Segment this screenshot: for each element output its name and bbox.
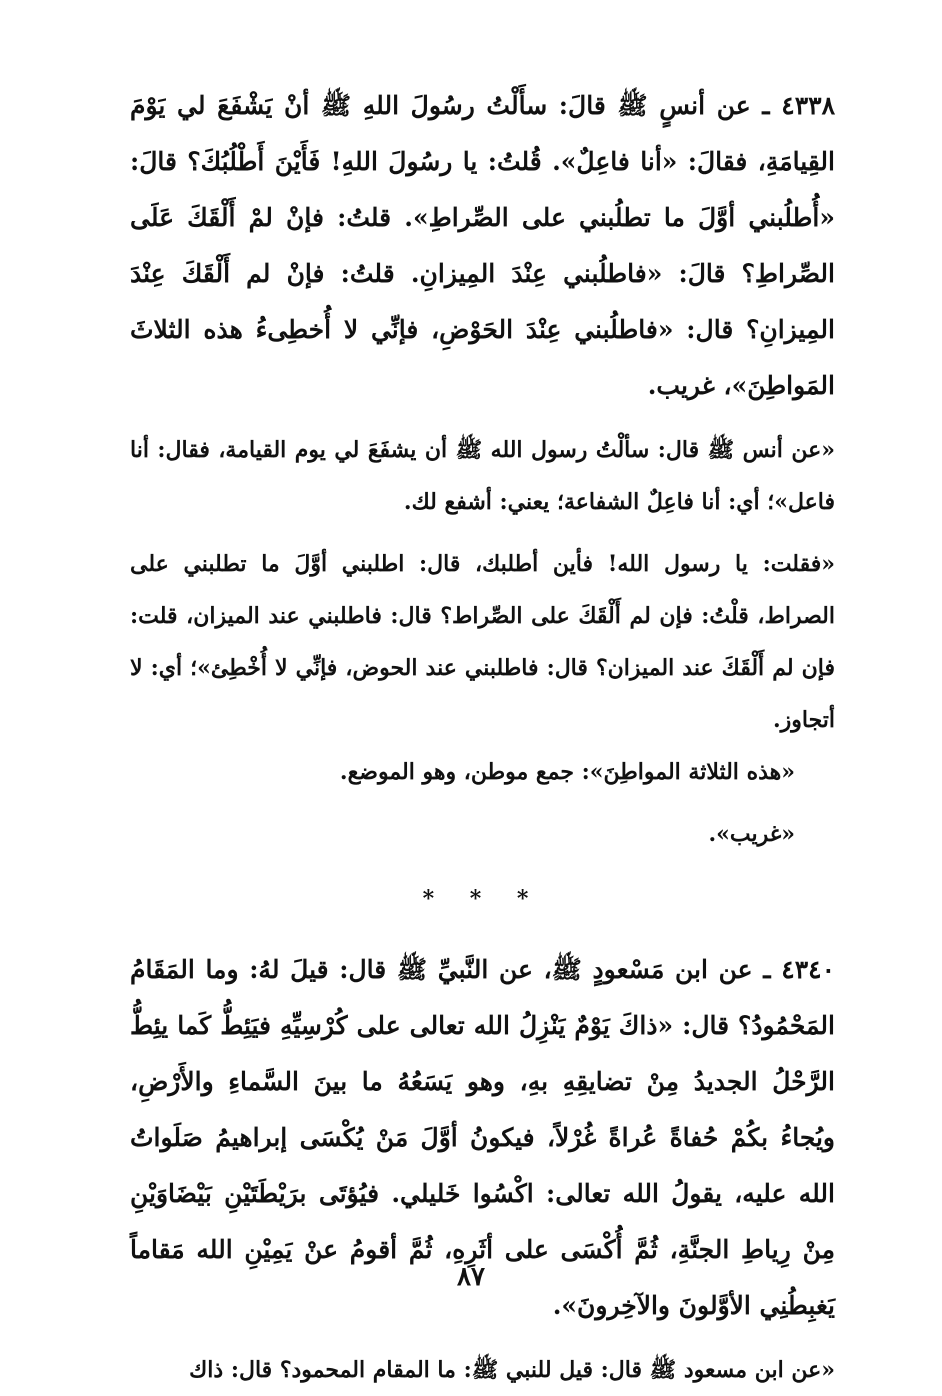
commentary-paragraph: «عن ابن مسعود ﷺ قال: قيل للنبي ﷺ: ما المقام المحمود؟ قال: ذاك [189, 1357, 835, 1383]
commentary-paragraph: «غريب». [708, 821, 795, 847]
hadith-4338: ٤٣٣٨ ـ عن أنسٍ ﷺ قالَ: سأَلْتُ رسُولَ اللهِ ﷺ أنْ يَشْفَعَ لي يَوْمَ القِيامَةِ، فقالَ: «أنا فاعِلٌ». قُلتُ: يا رسُولَ اللهِ! فَأَيْنَ أَطْلُبُكَ؟ قالَ: «أُطلُبني أوَّلَ ما تطلُبني على الصِّراطِ». قلتُ: فإنْ لمْ أَلْقَكَ عَلَى الصِّراطِ؟ قالَ: «فاطلُبني عِنْدَ المِيزانِ. قلتُ: فإنْ لم أَلْقَكَ عِنْدَ المِيزانِ؟ قال: «فاطلُبني عِنْدَ الحَوْضِ، فإنِّي لا أُخطِىءُ هذه الثلاثَ المَواطِنَ»، غريب. [130, 91, 835, 400]
commentary-paragraph: «عن أنس ﷺ قال: سألْتُ رسول الله ﷺ أن يشفَعَ لي يوم القيامة، فقال: أنا فاعل»؛ أي: أنا فاعِلٌ الشفاعة؛ يعني: أشفع لك. [130, 437, 835, 515]
section-separator: * * * [422, 886, 543, 912]
page-number: ٨٧ [457, 1262, 485, 1292]
commentary-paragraph: «فقلت: يا رسول الله! فأين أطلبك، قال: اطلبني أوَّلَ ما تطلبني على الصراط، قلْتُ: فإن لم أَلْقَكَ على الصِّراط؟ قال: فاطلبني عند الميزان، قلت: فإن لم أَلْقَكَ عند الميزان؟ قال: فاطلبني عند الحوض، فإنِّي لا أُخْطِئ»؛ أي: لا أتجاوز. [130, 551, 835, 733]
page-body [130, 78, 835, 1396]
hadith-4340: ٤٣٤٠ ـ عن ابن مَسْعودٍ ﷺ، عن النَّبيِّ ﷺ قال: قيلَ لهُ: وما المَقَامُ المَحْمُودُ؟ قال: «ذاكَ يَوْمٌ يَنْزِلُ الله تعالى على كُرْسِيِّهِ فيَئِطُّ كَما يئِطُّ الرَّحْلُ الجديدُ مِنْ تضايقِهِ بهِ، وهو يَسَعُهُ ما بينَ السَّماءِ والأَرْضِ، ويُجاءُ بكُمْ حُفاةً عُراةً غُرْلاً، فيكونُ أوَّلَ مَنْ يُكْسَى إبراهيمُ صَلَواتُ الله عليه، يقولُ الله تعالى: اكْسُوا خَليلي. فيُؤتَى برَيْطَتَيْنِ بَيْضَاوَيْنِ مِنْ رِياطِ الجنَّةِ، ثُمَّ أُكْسَى على أثَرِهِ، ثُمَّ أقومُ عنْ يَمِيْنِ الله مَقاماً يَغبِطُنِي الأوَّلونَ والآخِرونَ». [130, 955, 835, 1320]
commentary-paragraph: «هذه الثلاثة المواطِنَ»: جمع موطن، وهو الموضع. [339, 759, 795, 785]
